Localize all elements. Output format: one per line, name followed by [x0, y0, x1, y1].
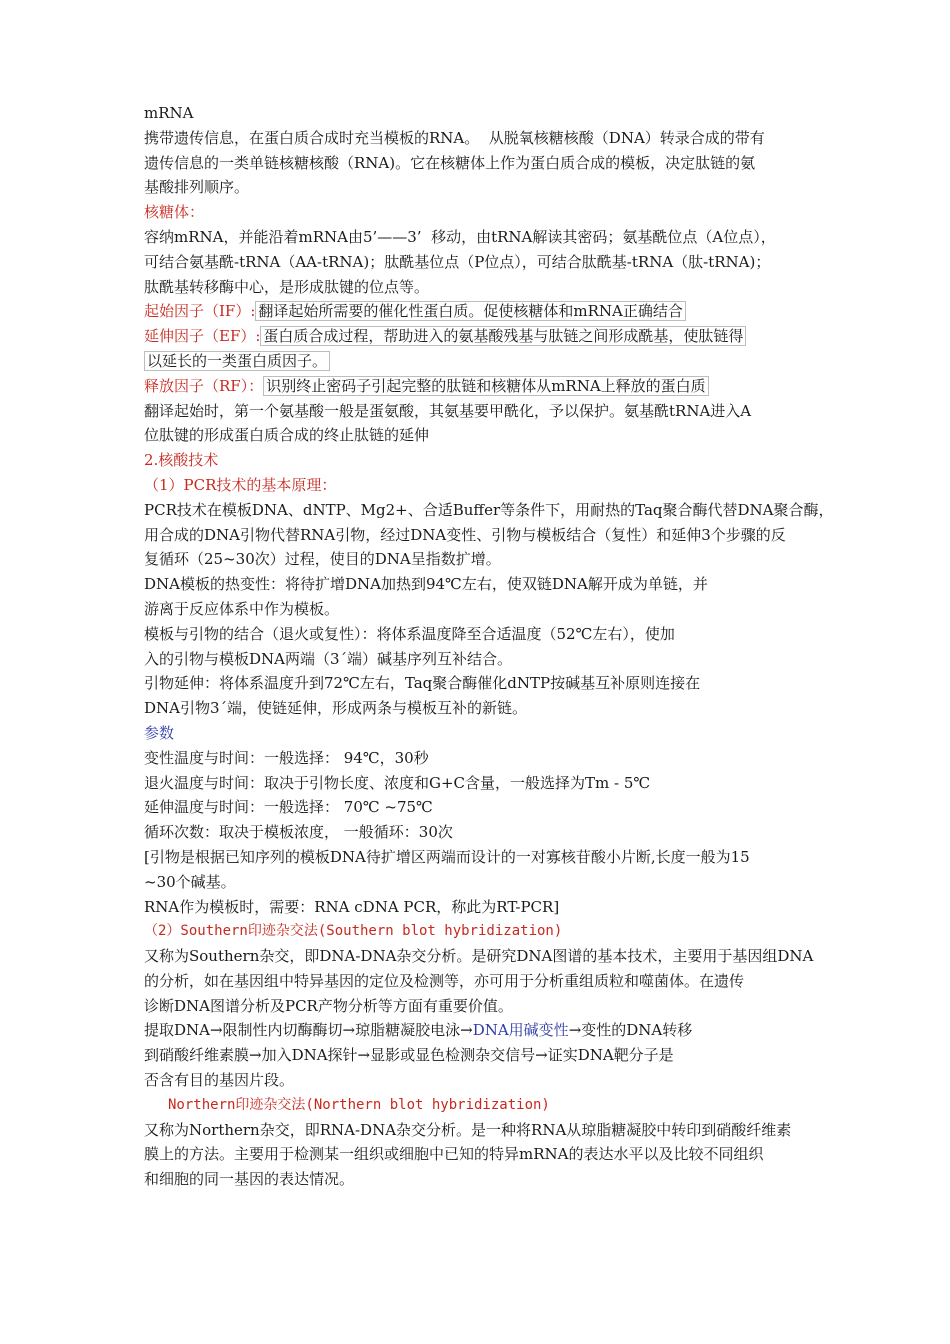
- parameter-line: 变性温度与时间：一般选择： 94℃，30秒: [144, 748, 429, 767]
- paragraph-line: 肽酰基转移酶中心，是形成肽键的位点等。: [144, 277, 430, 296]
- release-factor-line: [144, 374, 814, 399]
- paragraph-line: RNA作为模板时，需要：RNA cDNA PCR，称此为RT-PCR]: [144, 897, 560, 916]
- release-factor-text: 识别终止密码子引起完整的肽链和核糖体从mRNA上释放的蛋白质: [263, 376, 708, 396]
- elongation-factor-text: 蛋白质合成过程，帮助进入的氨基酸残基与肽链之间形成酰基，使肽链得: [260, 326, 746, 346]
- paragraph-line: 可结合氨基酰-tRNA（AA-tRNA)；肽酰基位点（P位点），可结合肽酰基-tRNA（肽-tRNA)；: [144, 252, 771, 271]
- elongation-factor-label: 延伸因子（EF）:: [144, 327, 261, 346]
- paragraph-line: 遗传信息的一类单链核糖核酸（RNA)。它在核糖体上作为蛋白质合成的模板，决定肽链的氨: [144, 153, 756, 172]
- section-heading-nucleic-acid: 2.核酸技术: [144, 451, 219, 470]
- elongation-factor-text-cont: 以延长的一类蛋白质因子。: [144, 351, 330, 371]
- initiation-factor-line: [144, 299, 814, 324]
- paragraph-line: ~30个碱基。: [144, 872, 236, 891]
- paragraph-line: 入的引物与模板DNA两端（3ˊ端）碱基序列互补结合。: [144, 649, 513, 668]
- paragraph-line: 到硝酸纤维素膜→加入DNA探针→显影或显色检测杂交信号→证实DNA靶分子是: [144, 1046, 674, 1065]
- paragraph-line: 膜上的方法。主要用于检测某一组织或细胞中已知的特异mRNA的表达水平以及比较不同组织: [144, 1145, 764, 1164]
- document-body: [144, 101, 834, 1192]
- parameter-line: 循环次数：取决于模板浓度， 一般循环：30次: [144, 823, 453, 842]
- paragraph-line: 容纳mRNA，并能沿着mRNA由5’——3’ 移动，由tRNA解读其密码；氨基酰位点（A位点），: [144, 227, 776, 246]
- release-factor-label: 释放因子（RF）：: [144, 376, 264, 395]
- subheading-northern: Northern印迹杂交法(Northern blot hybridization): [168, 1096, 550, 1113]
- paragraph-line: 引物延伸：将体系温度升到72℃左右，Taq聚合酶催化dNTP按碱基互补原则连接在: [144, 674, 701, 693]
- paragraph-line: 否含有目的基因片段。: [144, 1071, 295, 1090]
- initiation-factor-text: 翻译起始所需要的催化性蛋白质。促使核糖体和mRNA正确结合: [255, 301, 685, 321]
- paragraph-line: 用合成的DNA引物代替RNA引物，经过DNA变性、引物与模板结合（复性）和延伸3个步骤的反: [144, 525, 786, 544]
- paragraph-line: 翻译起始时，第一个氨基酸一般是蛋氨酸，其氨基要甲酰化，予以保护。氨基酰tRNA进入A: [144, 401, 752, 420]
- subheading-parameters: 参数: [144, 723, 175, 742]
- southern-steps-text: 提取DNA→限制性内切酶酶切→琼脂糖凝胶电泳→: [144, 1021, 473, 1040]
- term-mrna: mRNA: [144, 104, 194, 122]
- paragraph-line: 基酸排列顺序。: [144, 178, 250, 197]
- paragraph-line: 位肽键的形成蛋白质合成的终止肽链的延伸: [144, 426, 430, 445]
- paragraph-line: 携带遗传信息，在蛋白质合成时充当模板的RNA。 从脱氧核糖核酸（DNA）转录合成的带有: [144, 128, 765, 147]
- elongation-factor-line-2: [144, 349, 814, 374]
- elongation-factor-line: [144, 324, 814, 349]
- paragraph-line: DNA模板的热变性：将待扩增DNA加热到94℃左右，使双链DNA解开成为单链，并: [144, 575, 708, 594]
- parameter-line: 退火温度与时间：取决于引物长度、浓度和G+C含量，一般选择为Tm - 5℃: [144, 773, 651, 792]
- paragraph-line: DNA引物3ˊ端，使链延伸，形成两条与模板互补的新链。: [144, 699, 528, 718]
- southern-steps-text: →变性的DNA转移: [568, 1021, 693, 1040]
- paragraph-line: 模板与引物的结合（退火或复性）：将体系温度降至合适温度（52℃左右），使加: [144, 624, 675, 643]
- initiation-factor-label: 起始因子（IF）:: [144, 302, 256, 321]
- paragraph-line: 和细胞的同一基因的表达情况。: [144, 1170, 355, 1189]
- alkali-denaturation-link: DNA用碱变性: [472, 1021, 569, 1040]
- paragraph-line: PCR技术在模板DNA、dNTP、Mg2+、合适Buffer等条件下，用耐热的Taq聚合酶代替DNA聚合酶，: [144, 500, 834, 519]
- paragraph-line: 复循环（25~30次）过程，使目的DNA呈指数扩增。: [144, 550, 501, 569]
- paragraph-line: 游离于反应体系中作为模板。: [144, 599, 340, 618]
- subheading-southern: （2）Southern印迹杂交法(Southern blot hybridization): [144, 923, 563, 940]
- paragraph-line: 诊断DNA图谱分析及PCR产物分析等方面有重要价值。: [144, 996, 513, 1015]
- subheading-pcr: （1）PCR技术的基本原理：: [144, 475, 337, 494]
- term-ribosome: 核糖体：: [144, 203, 205, 222]
- paragraph-line: 的分析，如在基因组中特异基因的定位及检测等，亦可用于分析重组质粒和噬菌体。在遗传: [144, 971, 745, 990]
- southern-steps-line: [144, 1018, 814, 1043]
- paragraph-line: 又称为Southern杂交，即DNA-DNA杂交分析。是研究DNA图谱的基本技术，主要用于基因组DNA: [144, 947, 814, 966]
- paragraph-line: 又称为Northern杂交，即RNA-DNA杂交分析。是一种将RNA从琼脂糖凝胶中转印到硝酸纤维素: [144, 1120, 792, 1139]
- paragraph-line: [引物是根据已知序列的模板DNA待扩增区两端而设计的一对寡核苷酸小片断,长度一般为15: [144, 847, 750, 866]
- parameter-line: 延伸温度与时间：一般选择： 70℃ ~75℃: [144, 798, 433, 817]
